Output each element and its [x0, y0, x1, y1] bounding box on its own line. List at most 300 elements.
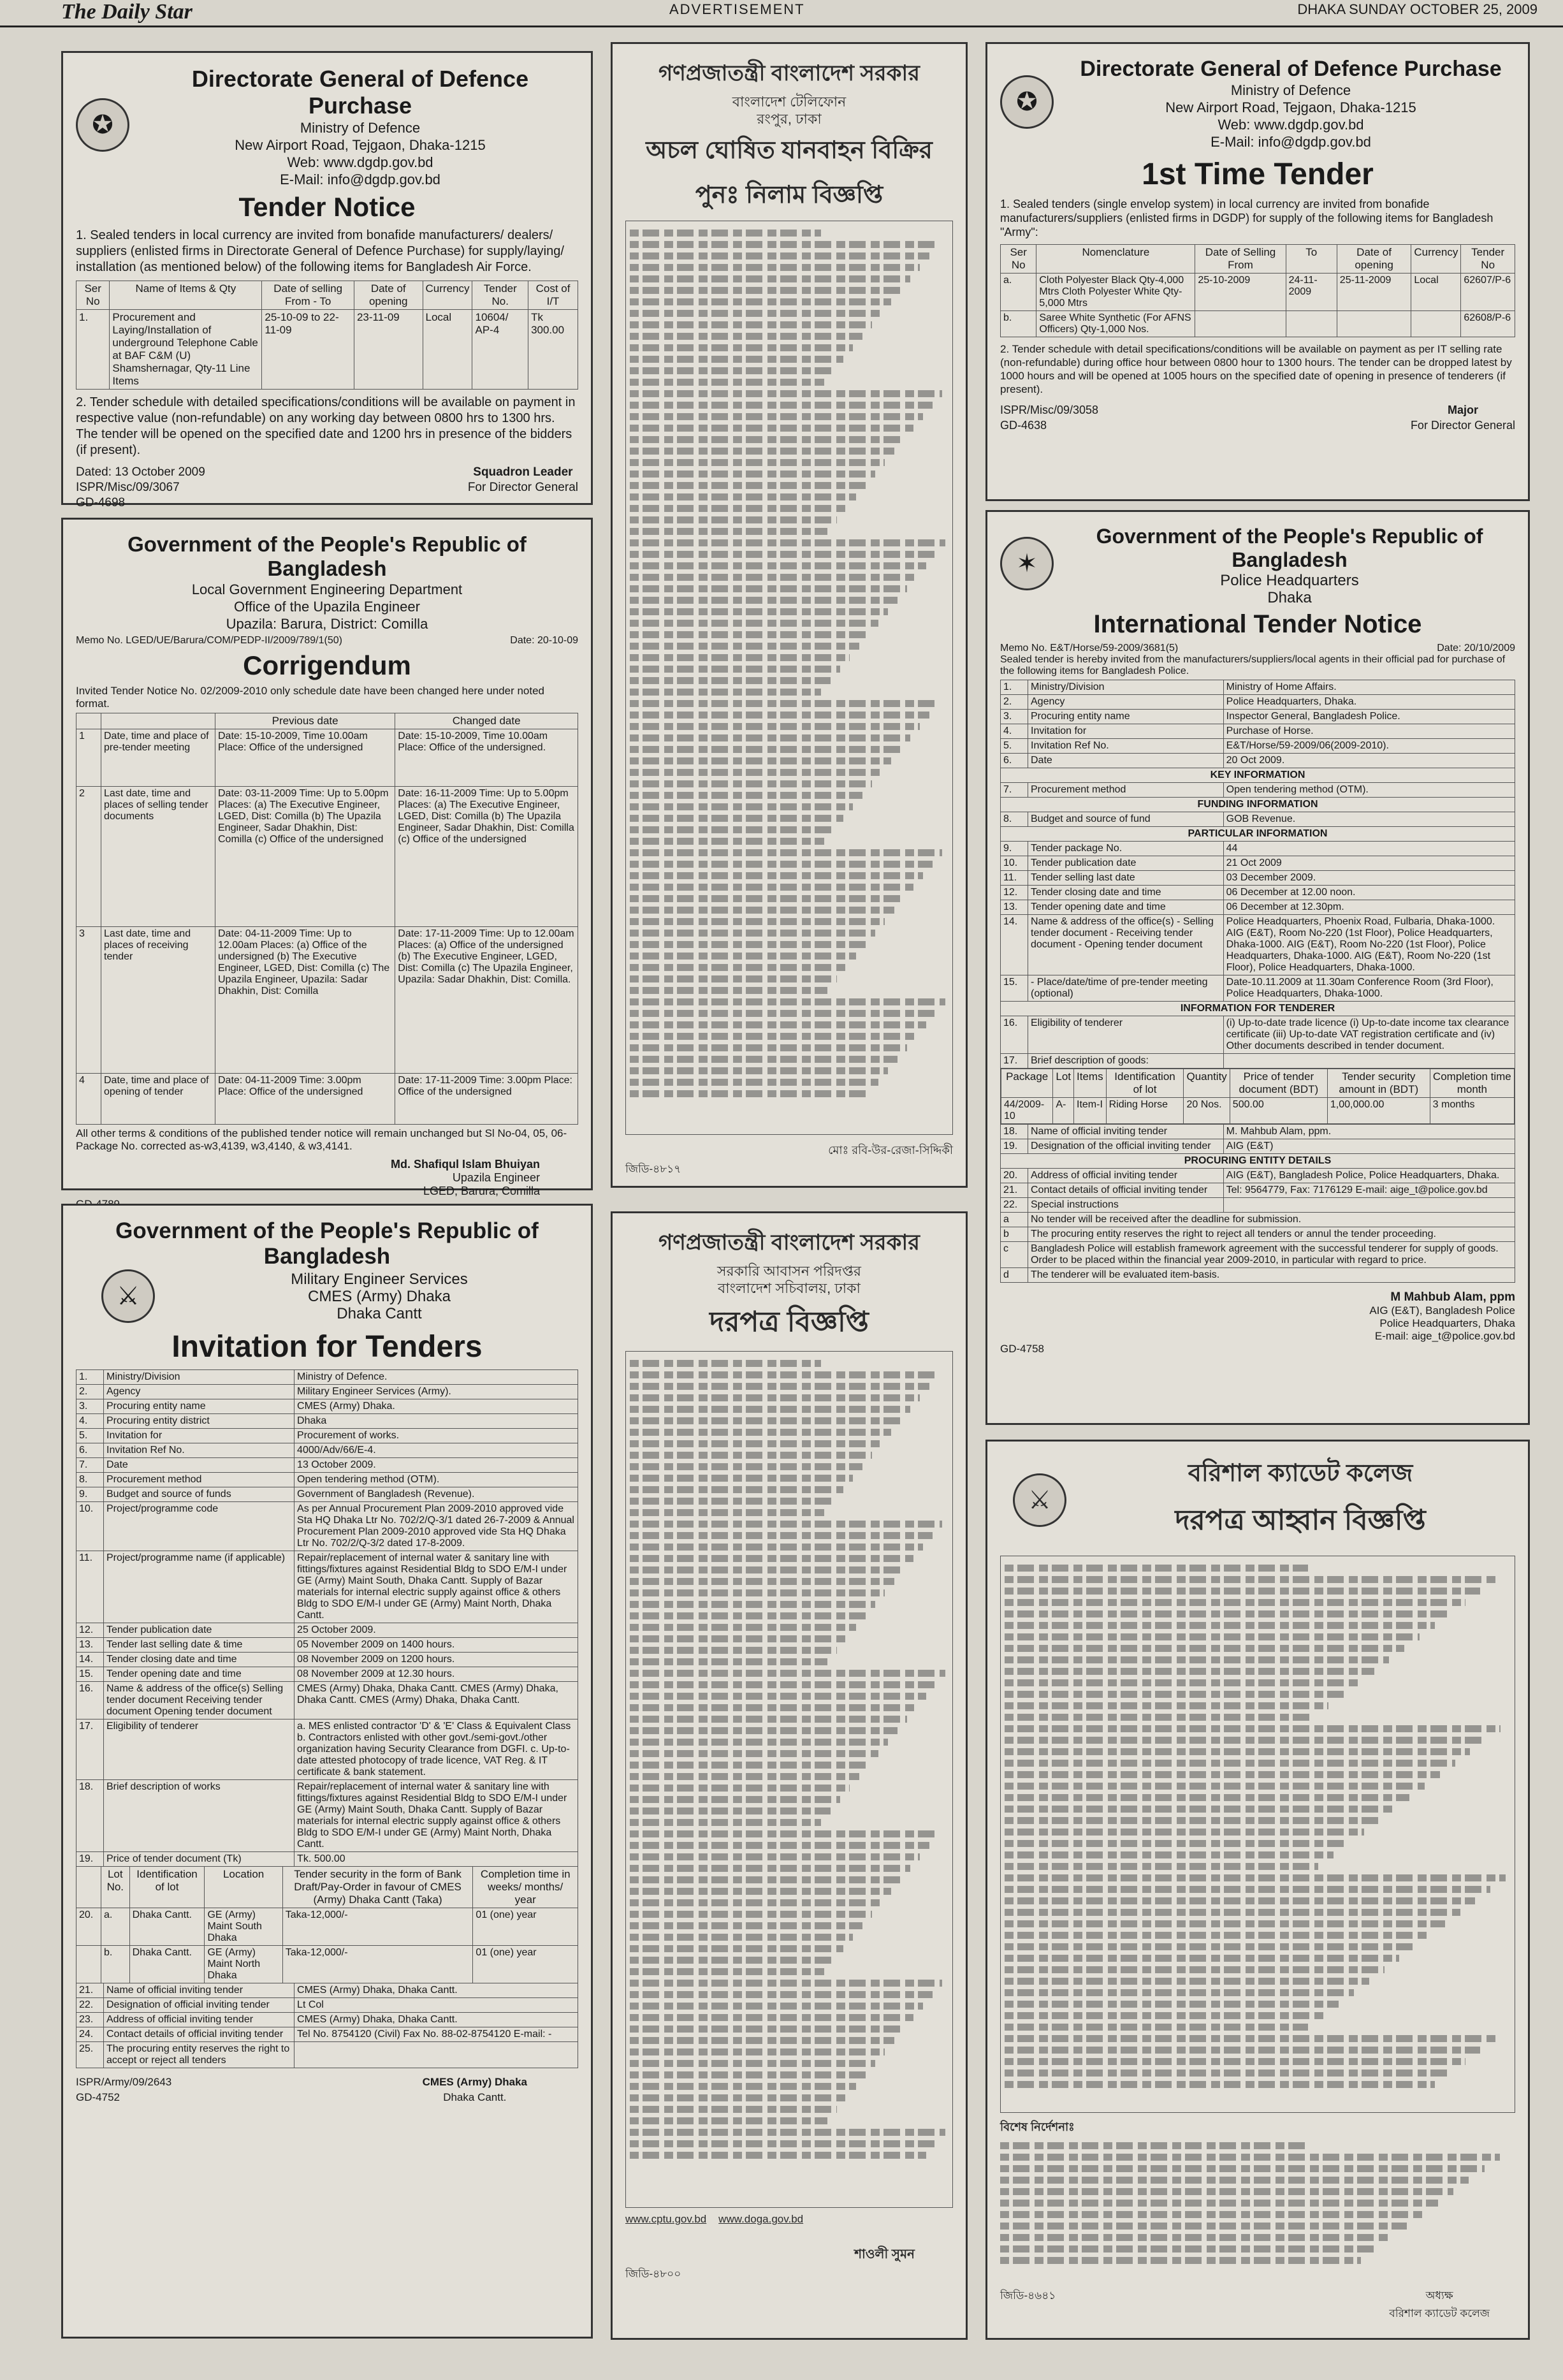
- cell: Date: 17-11-2009 Time: 3.00pm Place: Office of the undersigned: [395, 1074, 578, 1125]
- illegible-text-line: [630, 666, 840, 673]
- illegible-text-line: [630, 1544, 923, 1551]
- cell: CMES (Army) Dhaka, Dhaka Cantt.: [294, 2013, 578, 2027]
- cell: Tender closing date and time: [1028, 886, 1224, 900]
- cell: The tenderer will be evaluated item-basis.: [1028, 1268, 1515, 1283]
- illegible-text-line: [630, 287, 901, 294]
- cell: Date: 04-11-2009 Time: 3.00pm Place: Office of the undersigned: [215, 1074, 395, 1125]
- cell: 44/2009-10: [1001, 1098, 1053, 1124]
- illegible-text-line: [630, 230, 821, 237]
- illegible-text-line: [630, 953, 856, 960]
- table-row: [76, 1653, 578, 1667]
- col-header: Date of Selling From: [1195, 245, 1286, 274]
- cell: Police Headquarters, Phoenix Road, Fulbaria, Dhaka-1000. AIG (E&T), Room No-220 (1st Floor), Police Headquarters, Dhaka-1000. AIG (E&T), Room No-220 (1st Floor), Police Headquarters, Dhaka-1000. AIG (E&T), Room No-220 (1st Floor), Police Headquarters, Dhaka-1000.: [1223, 915, 1515, 975]
- cell: Special instructions: [1028, 1198, 1224, 1213]
- notice-title: Corrigendum: [243, 650, 411, 680]
- ad-footer: [1000, 402, 1515, 433]
- package-row: [1001, 1069, 1515, 1125]
- cell: Tender last selling date & time: [104, 1638, 294, 1653]
- illegible-text-line: [1005, 2024, 1308, 2031]
- package-cell: [1001, 1069, 1515, 1125]
- table-row: [76, 1623, 578, 1638]
- col-header-changed: Changed date: [395, 713, 578, 729]
- col-header: Price of tender document (BDT): [1230, 1069, 1327, 1098]
- col-header: Completion time in weeks/ months/ year: [473, 1867, 578, 1908]
- org-location: Upazila: Barura, District: Comilla: [226, 616, 428, 632]
- illegible-text-line: [630, 998, 945, 1005]
- cell: Date, time and place of opening of tender: [101, 1074, 215, 1125]
- illegible-text-line: [1005, 2058, 1465, 2065]
- gd-no: GD-4638: [1000, 419, 1047, 432]
- illegible-text-line: [630, 1658, 827, 1665]
- cell: Taka-12,000/-: [282, 1946, 473, 1983]
- cell: AIG (E&T), Bangladesh Police, Police Headquarters, Dhaka.: [1223, 1169, 1515, 1183]
- cell: 16.: [76, 1682, 104, 1719]
- notice-paragraph-2: 2. Tender schedule with detailed specifications/conditions will be available on payment in respective value (non-refundable) on any working day between 0800 hrs to 1300 hrs. The tender will be opened on the specified date and 1200 hrs in presence of the bidders (if present).: [76, 395, 576, 457]
- cell: - Place/date/time of pre-tender meeting (optional): [1028, 975, 1224, 1002]
- cell: Purchase of Horse.: [1223, 724, 1515, 739]
- illegible-text-line: [630, 1922, 862, 1929]
- illegible-text-line: [1005, 1806, 1394, 1813]
- cell: GOB Revenue.: [1223, 812, 1515, 827]
- section-header: PROCURING ENTITY DETAILS: [1001, 1154, 1515, 1169]
- illegible-text-line: [630, 803, 853, 810]
- cell: 2.: [76, 1385, 104, 1399]
- table-row: [1001, 1169, 1515, 1183]
- signatory-role: অধ্যক্ষ: [1425, 2289, 1453, 2302]
- ad-dgdp-airforce: [61, 51, 593, 509]
- cell: Procurement method: [1028, 783, 1224, 798]
- col-header: Lot: [1053, 1069, 1074, 1098]
- cell: Tender selling last date: [1028, 871, 1224, 886]
- cell: 2.: [1001, 695, 1028, 710]
- illegible-text-line: [630, 1612, 866, 1619]
- col-header: Lot No.: [101, 1867, 130, 1908]
- illegible-text-line: [630, 987, 827, 994]
- cell: 6.: [76, 1443, 104, 1458]
- section-header-row: [1001, 798, 1515, 812]
- ad-lged-corrigendum: [61, 518, 593, 1197]
- illegible-text-line: [630, 1624, 856, 1631]
- illegible-text-line: [630, 2014, 913, 2021]
- col-header: Ser No: [1001, 245, 1036, 274]
- illegible-text-line: [630, 895, 904, 902]
- illegible-text-line: [1005, 1760, 1455, 1767]
- cell: Brief description of goods:: [1028, 1054, 1224, 1069]
- illegible-text-line: [1005, 1737, 1485, 1744]
- cell: 06 December at 12.30pm.: [1223, 900, 1515, 915]
- notice-title: দরপত্র বিজ্ঞপ্তি: [709, 1306, 869, 1338]
- table-row: [76, 2042, 578, 2068]
- cell: Procurement method: [104, 1473, 294, 1487]
- illegible-text-line: [630, 975, 837, 982]
- illegible-text-line: [630, 689, 821, 696]
- illegible-text-line: [1000, 2154, 1500, 2161]
- cell: 1,00,000.00: [1327, 1098, 1430, 1124]
- cell: Tel: 9564779, Fax: 7176129 E-mail: aige_t@police.gov.bd: [1223, 1183, 1515, 1198]
- illegible-text-line: [1005, 1886, 1490, 1893]
- gd-no: GD-4698: [76, 496, 126, 509]
- cell: 22.: [1001, 1198, 1028, 1213]
- illegible-text-line: [630, 1934, 853, 1941]
- illegible-text-line: [630, 1566, 904, 1573]
- gd-no: জিডি-৪৮১৭: [625, 1163, 681, 1175]
- illegible-text-line: [630, 1440, 882, 1447]
- cell: [1223, 1198, 1515, 1213]
- cell: Military Engineer Services (Army).: [294, 1385, 578, 1399]
- signatory-office: LGED, Barura, Comilla: [423, 1185, 540, 1197]
- newspaper-masthead: [0, 0, 1563, 27]
- org-name: Directorate General of Defence Purchase: [1080, 57, 1502, 81]
- col-header: Currency: [1411, 245, 1461, 274]
- org-address: New Airport Road, Tejgaon, Dhaka-1215: [235, 137, 486, 153]
- cell: Eligibility of tenderer: [1028, 1016, 1224, 1054]
- table-row: [76, 1638, 578, 1653]
- table-row: [76, 1983, 578, 1998]
- illegible-text-line: [630, 746, 901, 753]
- cell: Date-10.11.2009 at 11.30am Conference Room (3rd Floor), Police Headquarters, Dhaka-1000.: [1223, 975, 1515, 1002]
- ad-cmes-invitation: [61, 1204, 593, 2339]
- illegible-text-line: [630, 1578, 894, 1585]
- cell: 21 Oct 2009: [1223, 856, 1515, 871]
- table-row: [1001, 915, 1515, 975]
- illegible-text-line: [630, 1509, 824, 1516]
- cell: Tender package No.: [1028, 842, 1224, 856]
- cell: Date: 03-11-2009 Time: Up to 5.00pm Places: (a) The Executive Engineer, LGED, Dist: Comilla (b) The Upazila Engineer, Sadar Dhakhin, Dist: Comilla (c) Office of the undersigned: [215, 787, 395, 927]
- illegible-text-line: [630, 907, 894, 914]
- table-row: [76, 729, 578, 787]
- section-header-row: [1001, 768, 1515, 783]
- cell: Dhaka Cantt.: [129, 1908, 205, 1946]
- cell: 10.: [76, 1502, 104, 1551]
- cell: Budget and source of funds: [104, 1487, 294, 1502]
- illegible-text-line: [630, 562, 926, 569]
- col-header: Identification of lot: [129, 1867, 205, 1908]
- web-link-doga[interactable]: www.doga.gov.bd: [718, 2213, 804, 2225]
- illegible-text-line: [630, 2106, 837, 2113]
- cell: 20.: [1001, 1169, 1028, 1183]
- illegible-text-line: [1005, 1702, 1328, 1709]
- table-row: [76, 1370, 578, 1385]
- col-header-previous: Previous date: [215, 713, 395, 729]
- illegible-text-line: [1000, 2211, 1423, 2218]
- cell: 23-11-09: [354, 310, 423, 390]
- illegible-text-line: [630, 1079, 878, 1086]
- cell: Designation of the official inviting tender: [1028, 1139, 1224, 1154]
- notice-title: অচল ঘোষিত যানবাহন বিক্রির: [646, 137, 933, 164]
- table-row: [1001, 695, 1515, 710]
- illegible-text-line: [1005, 1748, 1470, 1755]
- instruction-row: [1001, 1242, 1515, 1268]
- illegible-text-line: [630, 1067, 888, 1074]
- cell: Ministry of Defence.: [294, 1370, 578, 1385]
- intro-text: Sealed tender is hereby invited from the manufacturers/suppliers/local agents in their official pad for purchase of the following items for Bangladesh Police.: [1000, 654, 1506, 676]
- illegible-text-line: [1005, 1565, 1308, 1572]
- table-row: [76, 1074, 578, 1125]
- illegible-text-line: [630, 2003, 923, 2010]
- cell: Saree White Synthetic (For AFNS Officers) Qty-1,000 Nos.: [1036, 311, 1195, 337]
- illegible-text-line: [630, 1681, 936, 1688]
- illegible-text-line: [630, 1463, 862, 1470]
- org-name: Government of the People's Republic of Bangladesh: [1096, 525, 1483, 571]
- tender-details-table: [625, 1351, 953, 2208]
- illegible-text-line: [630, 608, 888, 615]
- illegible-text-line: [630, 838, 824, 845]
- cell: a.: [1001, 274, 1036, 311]
- cell: Government of Bangladesh (Revenue).: [294, 1487, 578, 1502]
- table-row: [1001, 871, 1515, 886]
- cell: Open tendering method (OTM).: [294, 1473, 578, 1487]
- col-header: Currency: [423, 281, 472, 310]
- cell: Last date, time and places of receiving tender: [101, 927, 215, 1074]
- col-header: Quantity: [1184, 1069, 1230, 1098]
- special-notes-list: [1000, 2142, 1515, 2282]
- org-address: New Airport Road, Tejgaon, Dhaka-1215: [1165, 99, 1416, 115]
- illegible-text-line: [1005, 2081, 1435, 2088]
- illegible-text-line: [630, 1853, 920, 1860]
- cell: A-: [1053, 1098, 1074, 1124]
- illegible-text-line: [1005, 1943, 1414, 1950]
- col-header: Ser No: [76, 281, 110, 310]
- cell: Dhaka Cantt.: [129, 1946, 205, 1983]
- ad-housing-tender: [611, 1211, 968, 2340]
- table-row: [76, 787, 578, 927]
- cell: 25-11-2009: [1337, 274, 1411, 311]
- illegible-text-line: [630, 712, 929, 719]
- cell: a. MES enlisted contractor 'D' & 'E' Class & Equivalent Class b. Contractors enlisted with other govt./semi-govt./other organization having Security Clearance from DGFI. c. Up-to-date attested photocopy of trade licence, VAT Reg. & IT certificate & bank statement.: [294, 1719, 578, 1780]
- cell: 16.: [1001, 1016, 1028, 1054]
- col-header: Date of opening: [1337, 245, 1411, 274]
- illegible-text-line: [630, 574, 917, 581]
- table-row: [76, 1399, 578, 1414]
- cell: Invitation for: [1028, 724, 1224, 739]
- dated: Dated: 13 October 2009: [76, 465, 205, 479]
- cell: Date: 04-11-2009 Time: Up to 12.00am Places: (a) Office of the undersigned (b) The Executive Engineer, LGED, Dist: Comilla (c) The Upazila Engineer, Upazila: Sadar Dhakhin, Dist: Comilla: [215, 927, 395, 1074]
- instruction-row: [1001, 1227, 1515, 1242]
- cell: 5.: [76, 1429, 104, 1443]
- illegible-text-line: [1000, 2257, 1361, 2264]
- signatory-rank: Major: [1447, 404, 1478, 416]
- notice-title: Tender Notice: [238, 192, 416, 222]
- illegible-text-line: [630, 252, 929, 259]
- dgdp-emblem-icon: ✪: [76, 98, 129, 152]
- cell: 6.: [1001, 754, 1028, 768]
- cell: AIG (E&T): [1223, 1139, 1515, 1154]
- table-row: [1001, 1198, 1515, 1213]
- section-header: INFORMATION FOR TENDERER: [1001, 1002, 1515, 1016]
- notice-title: International Tender Notice: [1093, 610, 1422, 638]
- illegible-text-line: [630, 930, 875, 937]
- table-row: [1001, 856, 1515, 871]
- illegible-text-line: [630, 1888, 891, 1895]
- illegible-text-line: [630, 1521, 942, 1528]
- section-label: ADVERTISEMENT: [669, 1, 805, 17]
- illegible-text-line: [630, 1945, 843, 1952]
- ref-no: ISPR/Army/09/2643: [76, 2076, 172, 2088]
- illegible-text-line: [630, 1555, 913, 1562]
- cell: Repair/replacement of internal water & sanitary line with fittings/fixtures against Residential Bldg to SDO E/M-I under GE (Army) Maint South, Dhaka Cantt. Supply of Bazar materials for internal electric supply against office & others Bldg to SDO E/M-I under GE (Army) Maint North, Dhaka Cantt.: [294, 1780, 578, 1852]
- illegible-text-line: [630, 643, 859, 650]
- col-header: Cost of I/T: [528, 281, 578, 310]
- cell: Procuring entity name: [1028, 710, 1224, 724]
- ad-footer: [76, 2075, 578, 2105]
- illegible-text-line: [1005, 1920, 1445, 1927]
- illegible-text-line: [1005, 1691, 1344, 1698]
- cell: Invitation Ref No.: [104, 1443, 294, 1458]
- illegible-text-line: [1005, 1633, 1420, 1640]
- cell: Taka-12,000/-: [282, 1908, 473, 1946]
- cell: As per Annual Procurement Plan 2009-2010 approved vide Sta HQ Dhaka Ltr No. 702/2/Q-3/1 dated 26-7-2009 & Annual Procurement Plan 2009-2010 approved vide Sta HQ Dhaka Ltr No. 702/2/Q-3/2 dated 17-8-2009.: [294, 1502, 578, 1551]
- cell: 01 (one) year: [473, 1946, 578, 1983]
- illegible-text-line: [630, 1371, 939, 1378]
- newspaper-logo: The Daily Star: [61, 0, 193, 24]
- cell: Agency: [104, 1385, 294, 1399]
- cell: 13 October 2009.: [294, 1458, 578, 1473]
- illegible-text-line: [1005, 1829, 1364, 1836]
- memo-date: Date: 20/10/2009: [1437, 643, 1515, 653]
- cell: b.: [101, 1946, 130, 1983]
- ad-telecom-auction: [611, 42, 968, 1188]
- cell: 03 December 2009.: [1223, 871, 1515, 886]
- illegible-text-line: [630, 482, 866, 489]
- cell: 19.: [76, 1852, 104, 1867]
- table-row: [1001, 842, 1515, 856]
- illegible-text-line: [630, 1739, 888, 1746]
- ref-no: ISPR/Misc/09/3058: [1000, 404, 1099, 416]
- cell: Tender publication date: [1028, 856, 1224, 871]
- cell: 4: [76, 1074, 101, 1125]
- org-service: Military Engineer Services: [291, 1270, 468, 1288]
- illegible-text-line: [630, 425, 913, 432]
- table-row: [76, 1551, 578, 1623]
- cell: Tk 300.00: [528, 310, 578, 390]
- illegible-text-line: [1005, 1725, 1501, 1732]
- cell: b: [1001, 1227, 1028, 1242]
- section-header-row: [1001, 1154, 1515, 1169]
- table-row: [76, 1780, 578, 1852]
- org-unit: CMES (Army) Dhaka: [307, 1287, 451, 1305]
- cell: 8.: [1001, 812, 1028, 827]
- illegible-text-line: [630, 1647, 837, 1654]
- cell: CMES (Army) Dhaka, Dhaka Cantt. CMES (Army) Dhaka, Dhaka Cantt. CMES (Army) Dhaka, Dhaka Cantt.: [294, 1682, 578, 1719]
- cell: The procuring entity reserves the right to reject all tenders or annul the tender proceeding.: [1028, 1227, 1515, 1242]
- org-dept: সরকারি আবাসন পরিদপ্তর: [716, 1263, 862, 1279]
- table-row: [76, 1502, 578, 1551]
- cell: Date: 15-10-2009, Time 10.00am Place: Office of the undersigned.: [395, 729, 578, 787]
- illegible-text-line: [630, 1716, 907, 1723]
- illegible-text-line: [630, 298, 891, 305]
- cell: 62608/P-6: [1461, 311, 1515, 337]
- org-name: Directorate General of Defence Purchase: [191, 66, 529, 119]
- cell: Budget and source of fund: [1028, 812, 1224, 827]
- org-web: Web: www.dgdp.gov.bd: [287, 154, 433, 170]
- org-dept: বাংলাদেশ টেলিফোন: [732, 94, 847, 110]
- illegible-text-line: [630, 1360, 821, 1367]
- illegible-text-line: [1005, 1599, 1465, 1606]
- cell: Designation of official inviting tender: [104, 1998, 294, 2013]
- illegible-text-line: [630, 677, 831, 684]
- cell: Last date, time and places of selling tender documents: [101, 787, 215, 927]
- illegible-text-line: [1005, 1610, 1450, 1617]
- illegible-text-line: [1005, 1909, 1460, 1916]
- org-email: E-Mail: info@dgdp.gov.bd: [280, 172, 440, 187]
- illegible-text-line: [630, 1957, 834, 1964]
- illegible-text-line: [1005, 1955, 1399, 1962]
- illegible-text-line: [1005, 1656, 1389, 1663]
- table-row: [76, 1458, 578, 1473]
- illegible-text-line: [1005, 1783, 1425, 1790]
- web-link-cptu[interactable]: www.cptu.gov.bd: [625, 2213, 707, 2225]
- illegible-text-line: [630, 1842, 929, 1849]
- signatory-role: Upazila Engineer: [452, 1171, 540, 1184]
- cell: Project/programme code: [104, 1502, 294, 1551]
- cell: 01 (one) year: [473, 1908, 578, 1946]
- notice-subtitle: পুনঃ নিলাম বিজ্ঞপ্তি: [695, 182, 883, 208]
- illegible-text-line: [630, 2094, 847, 2101]
- illegible-text-line: [630, 1394, 920, 1401]
- table-row: [1001, 886, 1515, 900]
- table-row: [1001, 783, 1515, 798]
- signatory-name: M Mahbub Alam, ppm: [1390, 1290, 1515, 1304]
- table-row: [76, 1667, 578, 1682]
- cell: a.: [101, 1908, 130, 1946]
- section-header-row: [1001, 1002, 1515, 1016]
- cell: 17.: [1001, 1054, 1028, 1069]
- illegible-text-line: [1005, 1679, 1359, 1686]
- illegible-text-line: [630, 1417, 901, 1424]
- cell: Bangladesh Police will establish framework agreement with the successful tenderer for supply of goods. Order to be placed within the financial year 2009-2010, in particular with regard to price.: [1028, 1242, 1515, 1268]
- table-row: [76, 1908, 578, 1946]
- illegible-text-line: [630, 310, 882, 317]
- cell: Procurement and Laying/Installation of underground Telephone Cable at BAF C&M (U) Shamshernagar, Qty-11 Line Items: [110, 310, 262, 390]
- col-header: Date of selling From - To: [262, 281, 354, 310]
- illegible-text-line: [630, 413, 923, 420]
- org-unit: Police Headquarters: [1220, 572, 1359, 589]
- illegible-text-line: [1000, 2234, 1392, 2241]
- col-header: Completion time month: [1430, 1069, 1514, 1098]
- cell: 19.: [1001, 1139, 1028, 1154]
- org-location: Dhaka: [1267, 589, 1312, 606]
- illegible-text-line: [630, 459, 885, 466]
- illegible-text-line: [630, 390, 942, 397]
- cell: 3 months: [1430, 1098, 1514, 1124]
- cell: CMES (Army) Dhaka, Dhaka Cantt.: [294, 1983, 578, 1998]
- table-row: [76, 1852, 578, 1867]
- illegible-text-line: [1000, 2245, 1376, 2252]
- cell: 20.: [76, 1908, 101, 1946]
- cell: 1.: [76, 1370, 104, 1385]
- illegible-text-line: [630, 780, 872, 787]
- corrigendum-table: [76, 713, 578, 1125]
- ad-dgdp-army: [985, 42, 1530, 501]
- cell: Date: 15-10-2009, Time 10.00am Place: Office of the undersigned: [215, 729, 395, 787]
- illegible-text-line: [630, 1670, 945, 1677]
- cell: Contact details of official inviting tender: [1028, 1183, 1224, 1198]
- cell: Dhaka: [294, 1414, 578, 1429]
- org-office: Office of the Upazila Engineer: [234, 599, 420, 615]
- cell: 3.: [1001, 710, 1028, 724]
- cell: b.: [1001, 311, 1036, 337]
- table-row: [76, 1385, 578, 1399]
- instruction-row: [1001, 1213, 1515, 1227]
- signatory-role: For Director General: [1410, 419, 1515, 432]
- cell: Procuring entity district: [104, 1414, 294, 1429]
- illegible-text-line: [630, 321, 872, 328]
- illegible-text-line: [1005, 2001, 1339, 2008]
- table-row: [1001, 1139, 1515, 1154]
- illegible-text-line: [1005, 1622, 1435, 1629]
- cell: Date, time and place of pre-tender meeting: [101, 729, 215, 787]
- gd-no: GD-4752: [76, 2091, 120, 2103]
